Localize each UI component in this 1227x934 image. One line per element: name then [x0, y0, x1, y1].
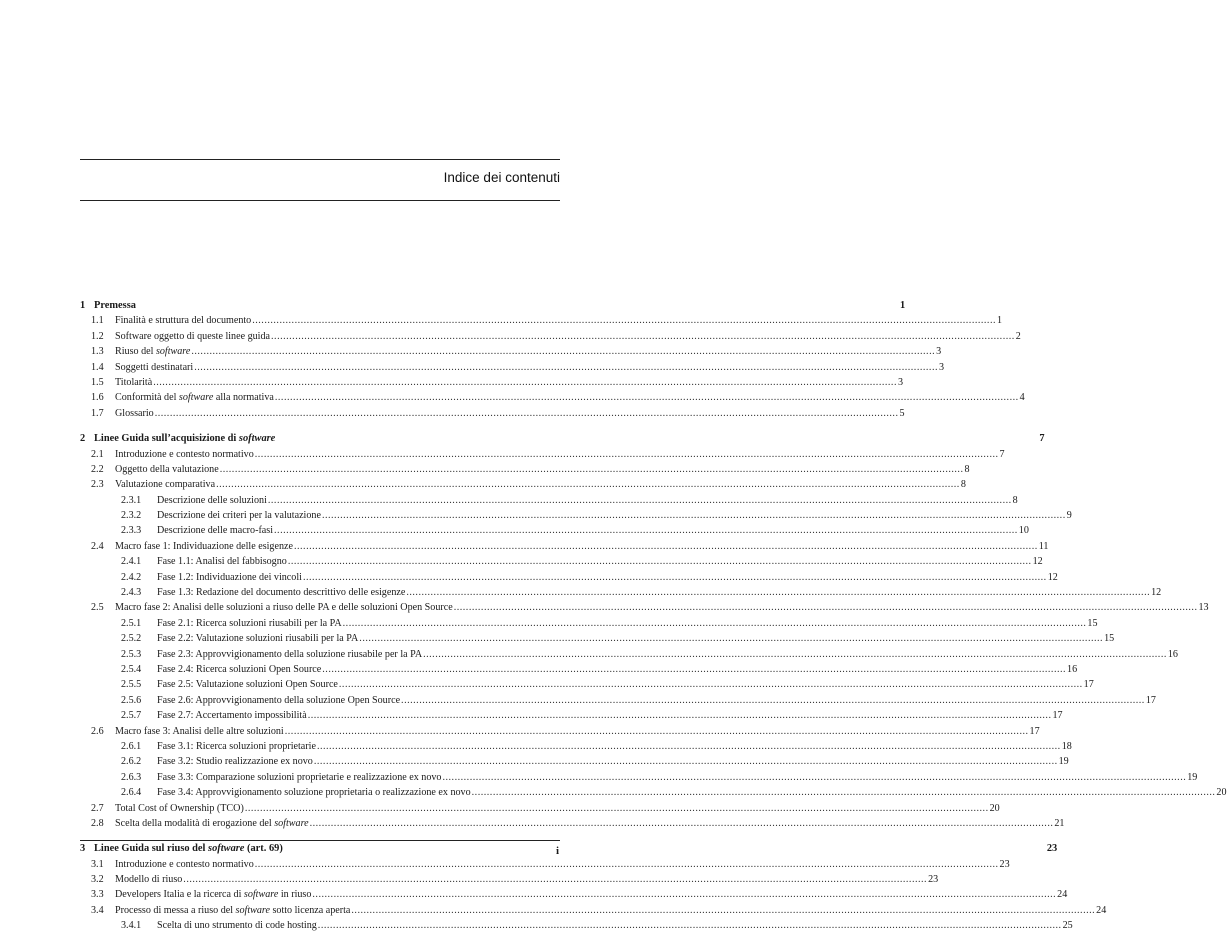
dot-leader	[275, 390, 1019, 405]
toc-entry-page: 1	[899, 300, 906, 311]
toc-entry-number: 2.4.3	[121, 587, 142, 599]
toc-entry-number: 1.5	[91, 376, 104, 388]
dot-leader	[155, 406, 899, 421]
toc-entry[interactable]	[80, 724, 1040, 739]
toc-entry-page: 4	[1019, 392, 1025, 404]
toc-entry[interactable]	[80, 570, 1058, 585]
toc-entry-title: Premessa	[94, 300, 136, 311]
toc-entry-page: 20	[1216, 787, 1227, 799]
toc-entry[interactable]	[80, 554, 1043, 569]
toc-entry-page: 21	[1054, 817, 1065, 829]
toc-entry-page: 3	[936, 346, 942, 358]
toc-entry-title: Fase 3.2: Studio realizzazione ex novo	[157, 756, 313, 768]
dot-leader	[220, 462, 964, 477]
toc-entry-page: 18	[1061, 740, 1072, 752]
toc-entry[interactable]	[80, 493, 1018, 508]
dot-leader	[183, 872, 927, 887]
toc-entry[interactable]	[80, 523, 1029, 538]
toc-entry[interactable]	[80, 462, 970, 477]
toc-entry-title: Fase 1.1: Analisi del fabbisogno	[157, 556, 287, 568]
toc-entry-title: Titolarità	[115, 376, 153, 388]
toc-entry-number: 2.6	[91, 725, 104, 737]
toc-entry-title: Linee Guida sull’acquisizione di software	[94, 433, 276, 445]
toc-entry-page: 8	[960, 479, 966, 491]
toc-entry-number: 2.6.2	[121, 756, 142, 768]
dot-leader	[255, 857, 999, 872]
toc-entry-page: 12	[1032, 556, 1043, 568]
toc-entry-page: 17	[1145, 694, 1156, 706]
toc-entry-number: 1.2	[91, 330, 104, 342]
header-rule-top	[80, 159, 560, 160]
toc-entry-number: 2.5	[91, 602, 104, 614]
dot-leader	[308, 708, 1052, 723]
toc-entry-title: Fase 2.1: Ricerca soluzioni riusabili per la PA	[157, 617, 342, 629]
toc-entry-page: 19	[1058, 756, 1069, 768]
page-number: i	[555, 845, 559, 857]
toc-entry-title: Fase 2.7: Accertamento impossibilità	[157, 710, 307, 722]
toc-entry[interactable]	[80, 313, 1003, 328]
toc-entry-title: Macro fase 1: Individuazione delle esigenze	[115, 540, 293, 552]
toc-entry-number: 3.2	[91, 874, 104, 886]
dot-leader	[423, 647, 1167, 662]
toc-entry-page: 8	[964, 463, 970, 475]
dot-leader	[454, 600, 1198, 615]
toc-entry-number: 2.4	[91, 540, 104, 552]
toc-entry-title: Descrizione dei criteri per la valutazione	[157, 510, 321, 522]
toc-entry[interactable]	[80, 739, 1072, 754]
toc-entry[interactable]	[80, 329, 1021, 344]
dot-leader	[294, 539, 1038, 554]
toc-entry[interactable]	[80, 677, 1094, 692]
toc-entry-number: 2.6.4	[121, 787, 142, 799]
toc-entry-page: 23	[999, 858, 1010, 870]
toc-entry-number: 2.7	[91, 802, 104, 814]
dot-leader	[255, 447, 999, 462]
toc-entry[interactable]	[80, 647, 1178, 662]
toc-entry-number: 3	[80, 843, 86, 855]
toc-entry[interactable]	[80, 344, 942, 359]
dot-leader	[194, 360, 938, 375]
toc-entry[interactable]	[80, 785, 1227, 800]
toc-entry-page: 9	[1066, 510, 1072, 522]
toc-entry-number: 2.8	[91, 817, 104, 829]
toc-entry[interactable]	[80, 616, 1098, 631]
toc-entry-page: 3	[938, 361, 945, 373]
toc-entry-number: 1.6	[91, 392, 104, 404]
toc-entry-page: 23	[1046, 843, 1058, 855]
footer-rule	[80, 840, 560, 841]
toc-entry[interactable]	[80, 539, 1049, 554]
dot-leader	[442, 770, 1186, 785]
dot-leader	[245, 801, 989, 816]
dot-leader	[274, 523, 1018, 538]
toc-entry-page: 12	[1047, 571, 1058, 583]
toc-entry[interactable]	[80, 801, 1000, 816]
table-of-contents	[80, 298, 1227, 934]
toc-entry-number: 2.3.1	[121, 494, 142, 506]
header-rule-bottom	[80, 200, 560, 201]
toc-entry-page: 7	[1039, 433, 1045, 445]
toc-entry-title: Soggetti destinatari	[115, 361, 194, 373]
toc-entry[interactable]	[80, 360, 945, 375]
dot-leader	[401, 693, 1145, 708]
dot-leader	[322, 508, 1066, 523]
toc-entry-title: Introduzione e contesto normativo	[115, 448, 254, 460]
toc-entry-page: 3	[897, 376, 904, 388]
toc-entry-page: 5	[899, 407, 905, 419]
toc-entry-page: 12	[1151, 587, 1162, 599]
toc-entry-page: 16	[1067, 663, 1078, 675]
toc-entry-page: 15	[1087, 617, 1098, 629]
toc-entry[interactable]	[80, 508, 1072, 523]
toc-entry[interactable]	[80, 600, 1209, 615]
dot-leader	[268, 493, 1012, 508]
toc-entry[interactable]	[80, 872, 939, 887]
dot-leader	[271, 329, 1015, 344]
toc-entry[interactable]	[80, 708, 1063, 723]
toc-entry[interactable]	[80, 754, 1069, 769]
toc-entry-number: 1.1	[91, 315, 104, 327]
toc-entry-title: Fase 2.2: Valutazione soluzioni riusabili per la PA	[157, 633, 359, 645]
toc-entry[interactable]	[80, 375, 904, 390]
toc-entry-number: 2.6.1	[121, 740, 142, 752]
dot-leader	[343, 616, 1087, 631]
toc-entry-page: 17	[1052, 710, 1063, 722]
toc-entry-title: Macro fase 3: Analisi delle altre soluzioni	[115, 725, 284, 737]
toc-entry-title: Riuso del software	[115, 346, 191, 358]
toc-entry-number: 1.3	[91, 346, 104, 358]
toc-entry-page: 10	[1018, 525, 1029, 537]
toc-entry[interactable]	[80, 477, 966, 492]
toc-entry[interactable]	[80, 662, 1078, 677]
toc-entry-page: 23	[928, 874, 939, 886]
toc-entry-title: Scelta di uno strumento di code hosting	[157, 920, 317, 932]
toc-entry-title: Conformità del software alla normativa	[115, 392, 274, 404]
toc-entry-title: Finalità e struttura del documento	[115, 315, 252, 327]
dot-leader	[310, 816, 1054, 831]
toc-entry-title: Processo di messa a riuso del software sotto licenza aperta	[115, 904, 351, 916]
toc-entry-number: 2.2	[91, 463, 104, 475]
toc-entry-page: 24	[1057, 889, 1068, 901]
toc-entry[interactable]	[80, 390, 1025, 405]
toc-entry-title: Developers Italia e la ricerca di software in riuso	[115, 889, 312, 901]
toc-entry-page: 15	[1104, 633, 1115, 645]
dot-leader	[322, 662, 1066, 677]
toc-entry-title: Macro fase 2: Analisi delle soluzioni a riuso delle PA e delle soluzioni Open Source	[115, 602, 453, 614]
toc-entry[interactable]	[80, 770, 1198, 785]
toc-entry[interactable]	[80, 447, 1005, 462]
toc-chapter-entry[interactable]	[80, 298, 906, 313]
toc-entry-page: 13	[1198, 602, 1209, 614]
toc-entry-page: 24	[1096, 904, 1107, 916]
toc-entry-title: Fase 3.1: Ricerca soluzioni proprietarie	[157, 740, 316, 752]
toc-entry-number: 2	[80, 433, 86, 445]
toc-entry[interactable]	[80, 918, 1073, 933]
dot-leader	[153, 375, 897, 390]
toc-entry-title: Scelta della modalità di erogazione del software	[115, 817, 309, 829]
toc-entry-title: Glossario	[115, 407, 154, 419]
toc-title: Indice dei contenuti	[443, 170, 560, 185]
dot-leader	[317, 739, 1061, 754]
toc-entry[interactable]	[80, 406, 905, 421]
toc-entry-number: 2.3.3	[121, 525, 142, 537]
toc-entry[interactable]	[80, 857, 1010, 872]
toc-chapter-entry[interactable]	[80, 841, 1058, 856]
toc-entry-number: 3.3	[91, 889, 104, 901]
toc-entry-title: Valutazione comparativa	[115, 479, 216, 491]
toc-entry[interactable]	[80, 816, 1065, 831]
toc-entry-number: 1.7	[91, 407, 104, 419]
toc-entry-title: Total Cost of Ownership (TCO)	[115, 802, 244, 814]
dot-leader	[406, 585, 1150, 600]
toc-entry-page: 19	[1187, 771, 1198, 783]
toc-entry-title: Fase 3.3: Comparazione soluzioni proprietarie e realizzazione ex novo	[157, 771, 442, 783]
toc-entry-number: 2.5.6	[121, 694, 142, 706]
dot-leader	[285, 724, 1029, 739]
toc-entry-page: 7	[999, 448, 1005, 460]
dot-leader	[303, 570, 1047, 585]
toc-entry-title: Fase 2.3: Approvvigionamento della soluzione riusabile per la PA	[157, 648, 423, 660]
toc-entry-page: 25	[1062, 920, 1073, 932]
dot-leader	[288, 554, 1032, 569]
toc-entry-number: 2.6.3	[121, 771, 142, 783]
dot-leader	[252, 313, 996, 328]
toc-entry-number: 1	[80, 300, 86, 311]
toc-entry-title: Linee Guida sul riuso del software (art. 69)	[94, 843, 283, 855]
toc-entry-number: 3.4.1	[121, 920, 142, 932]
toc-entry-title: Fase 3.4: Approvvigionamento soluzione proprietaria o realizzazione ex novo	[157, 787, 471, 799]
toc-entry-number: 2.5.7	[121, 710, 142, 722]
toc-entry-page: 16	[1167, 648, 1178, 660]
toc-entry-page: 17	[1083, 679, 1094, 691]
toc-entry-title: Oggetto della valutazione	[115, 463, 219, 475]
toc-entry-title: Fase 1.2: Individuazione dei vincoli	[157, 571, 302, 583]
toc-entry-number: 2.5.2	[121, 633, 142, 645]
dot-leader	[472, 785, 1216, 800]
dot-leader	[351, 903, 1095, 918]
toc-entry-number: 2.5.1	[121, 617, 142, 629]
toc-entry-number: 2.4.2	[121, 571, 142, 583]
toc-entry-title: Modello di riuso	[115, 874, 183, 886]
dot-leader	[359, 631, 1103, 646]
toc-entry-title: Fase 1.3: Redazione del documento descrittivo delle esigenze	[157, 587, 406, 599]
toc-entry-page: 1	[997, 315, 1003, 327]
toc-entry-page: 17	[1029, 725, 1040, 737]
toc-chapter-entry[interactable]	[80, 431, 1045, 446]
toc-entry-title: Fase 2.4: Ricerca soluzioni Open Source	[157, 663, 322, 675]
toc-entry-number: 2.5.5	[121, 679, 142, 691]
toc-entry[interactable]	[80, 631, 1115, 646]
toc-entry-page: 20	[989, 802, 1000, 814]
toc-entry-page: 11	[1038, 540, 1049, 552]
toc-entry-number: 3.4	[91, 904, 104, 916]
toc-entry-title: Introduzione e contesto normativo	[115, 858, 254, 870]
toc-entry-title: Fase 2.6: Approvvigionamento della soluzione Open Source	[157, 694, 401, 706]
toc-entry-title: Descrizione delle macro-fasi	[157, 525, 274, 537]
dot-leader	[318, 918, 1062, 933]
dot-leader	[314, 754, 1058, 769]
toc-entry-number: 2.1	[91, 448, 104, 460]
dot-leader	[312, 887, 1056, 902]
toc-entry-number: 2.3.2	[121, 510, 142, 522]
toc-entry-title: Descrizione delle soluzioni	[157, 494, 267, 506]
toc-entry[interactable]	[80, 903, 1107, 918]
dot-leader	[191, 344, 935, 359]
toc-entry-number: 1.4	[91, 361, 104, 373]
toc-entry[interactable]	[80, 887, 1068, 902]
toc-entry-number: 2.3	[91, 479, 104, 491]
toc-entry[interactable]	[80, 693, 1156, 708]
toc-entry-number: 2.5.4	[121, 663, 142, 675]
toc-entry-page: 2	[1015, 330, 1021, 342]
toc-entry-number: 2.5.3	[121, 648, 142, 660]
toc-entry-number: 3.1	[91, 858, 104, 870]
toc-entry-number: 2.4.1	[121, 556, 142, 568]
dot-leader	[216, 477, 960, 492]
dot-leader	[339, 677, 1083, 692]
toc-entry-title: Software oggetto di queste linee guida	[115, 330, 271, 342]
toc-entry-title: Fase 2.5: Valutazione soluzioni Open Source	[157, 679, 338, 691]
toc-entry-page: 8	[1012, 494, 1018, 506]
toc-entry[interactable]	[80, 585, 1162, 600]
